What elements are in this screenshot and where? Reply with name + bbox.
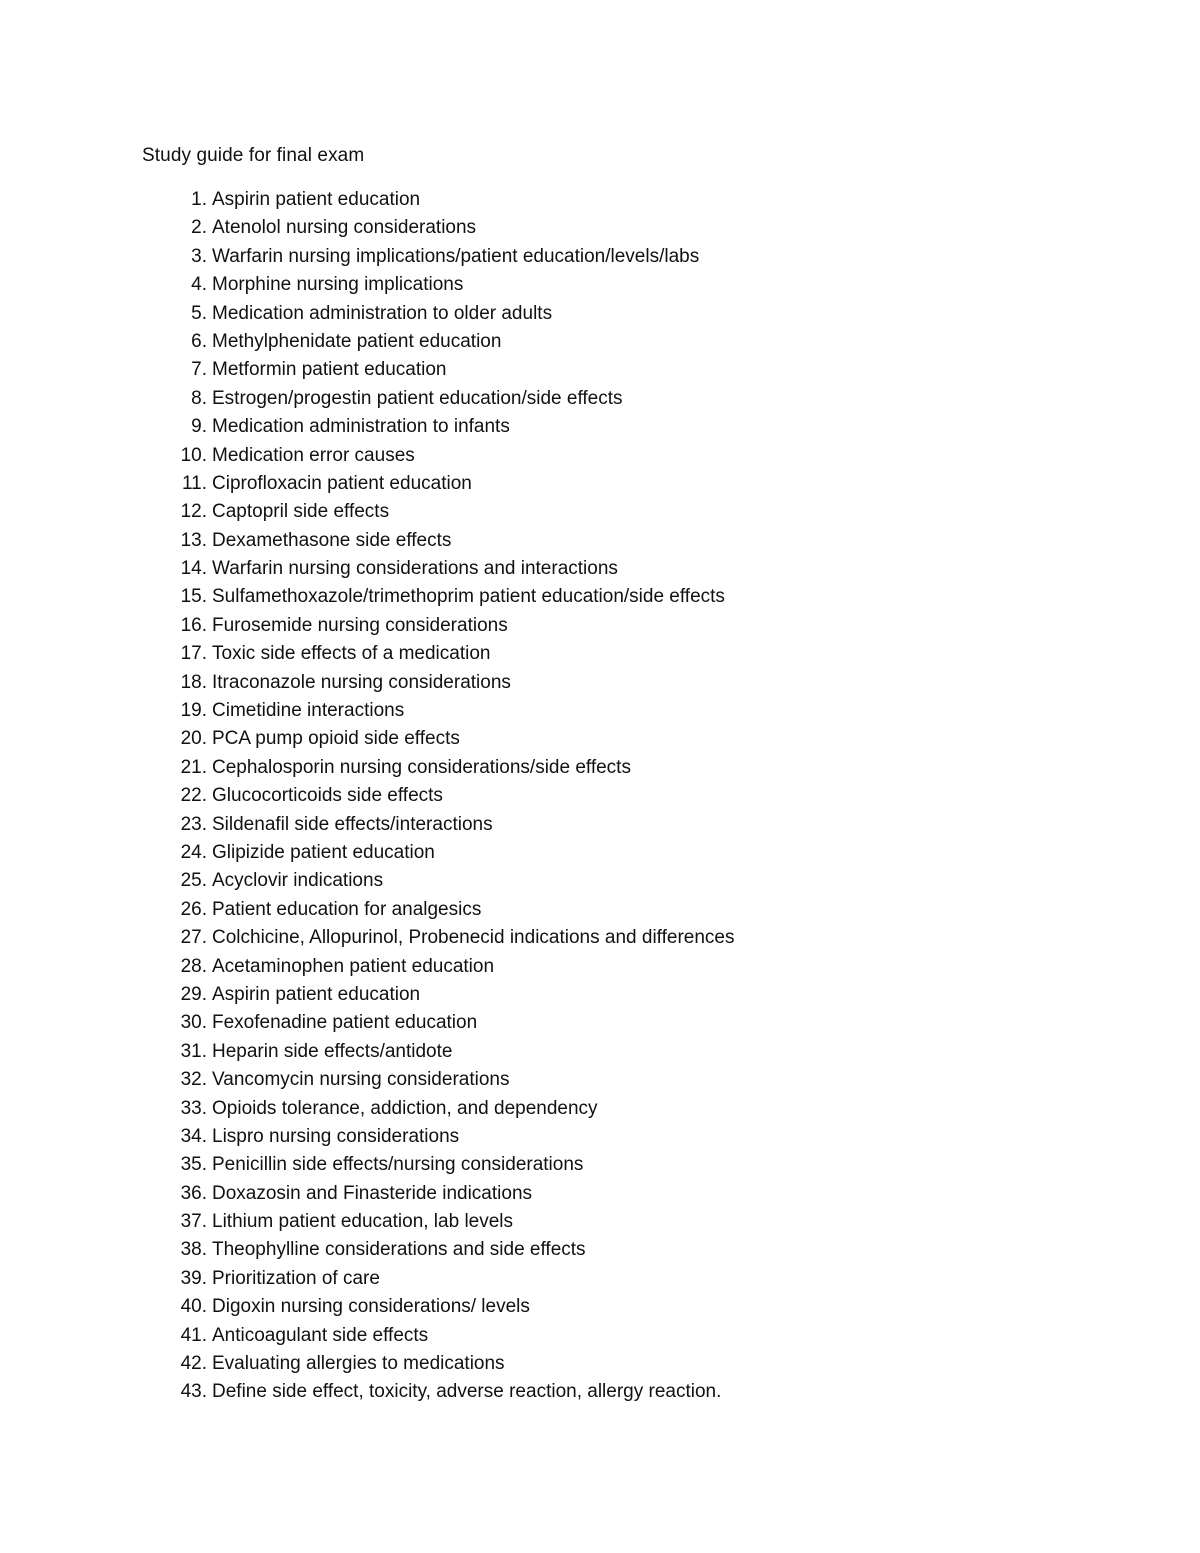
list-item-text: Evaluating allergies to medications <box>212 1353 505 1375</box>
list-item-text: Heparin side effects/antidote <box>212 1040 453 1062</box>
list-item-text: Toxic side effects of a medication <box>212 643 491 665</box>
list-item-text: PCA pump opioid side effects <box>212 728 460 750</box>
list-item-number: 35. <box>180 1154 207 1176</box>
list-item-number: 33. <box>180 1097 207 1119</box>
list-item-text: Colchicine, Allopurinol, Probenecid indications and differences <box>212 927 735 949</box>
list-item-number: 43. <box>180 1381 207 1403</box>
document-title: Study guide for final exam <box>142 145 365 166</box>
list-item-text: Aspirin patient education <box>212 189 421 210</box>
list-item-text: Anticoagulant side effects <box>212 1324 429 1346</box>
list-item-number: 41. <box>180 1324 207 1346</box>
list-item-text: Sulfamethoxazole/trimethoprim patient education/side effects <box>212 586 725 608</box>
list-item-number: 34. <box>180 1125 207 1147</box>
list-item-number: 29. <box>180 983 207 1005</box>
list-item-number: 16. <box>180 614 207 636</box>
list-item-number: 15. <box>180 586 207 608</box>
list-item-text: Patient education for analgesics <box>212 898 482 920</box>
list-item-number: 10. <box>180 444 207 466</box>
list-item-text: Ciprofloxacin patient education <box>212 472 472 494</box>
list-item-text: Doxazosin and Finasteride indications <box>212 1182 533 1204</box>
list-item-number: 18. <box>180 671 207 693</box>
list-item-text: Cimetidine interactions <box>212 700 405 722</box>
list-item-text: Atenolol nursing considerations <box>212 217 477 239</box>
list-item-number: 22. <box>180 785 207 807</box>
list-item-number: 23. <box>180 813 207 835</box>
list-item-number: 14. <box>180 558 207 580</box>
list-item-number: 5. <box>191 302 207 324</box>
list-item-number: 42. <box>180 1353 207 1375</box>
list-item-text: Warfarin nursing implications/patient education/levels/labs <box>212 245 700 267</box>
list-item-number: 32. <box>180 1069 207 1091</box>
list-item-text: Itraconazole nursing considerations <box>212 671 511 693</box>
list-item-text: Sildenafil side effects/interactions <box>212 813 493 835</box>
list-item-number: 28. <box>180 955 207 977</box>
list-item-number: 11. <box>181 472 207 494</box>
list-item-text: Furosemide nursing considerations <box>212 614 508 636</box>
list-item-number: 17. <box>180 643 207 665</box>
list-item-text: Cephalosporin nursing considerations/side effects <box>212 756 631 778</box>
list-item-number: 19. <box>180 700 207 722</box>
list-item-text: Penicillin side effects/nursing considerations <box>212 1154 584 1176</box>
list-item-text: Glucocorticoids side effects <box>212 785 443 807</box>
list-item-text: Lithium patient education, lab levels <box>212 1211 514 1233</box>
list-item-number: 4. <box>191 274 207 296</box>
list-item-text: Dexamethasone side effects <box>212 529 452 551</box>
list-item-text: Captopril side effects <box>212 501 390 523</box>
list-item-number: 31. <box>180 1040 207 1062</box>
list-item-number: 2. <box>191 217 207 239</box>
list-item-text: Acyclovir indications <box>212 870 384 892</box>
list-item-number: 39. <box>180 1267 207 1289</box>
list-item-text: Opioids tolerance, addiction, and dependency <box>212 1097 598 1119</box>
list-item-text: Vancomycin nursing considerations <box>212 1069 510 1091</box>
list-item-text: Theophylline considerations and side effects <box>212 1239 586 1261</box>
list-item-number: 36. <box>180 1182 207 1204</box>
list-item-text: Estrogen/progestin patient education/side effects <box>212 387 623 409</box>
list-item-text: Metformin patient education <box>212 359 447 381</box>
list-item-number: 20. <box>180 728 207 750</box>
list-item-text: Define side effect, toxicity, adverse reaction, allergy reaction. <box>212 1381 722 1403</box>
list-item-number: 12. <box>180 501 207 523</box>
list-item-number: 9. <box>191 416 207 438</box>
list-item-number: 8. <box>191 387 207 409</box>
list-item-text: Prioritization of care <box>212 1267 380 1289</box>
list-item-number: 38. <box>180 1239 207 1261</box>
list-item-text: Acetaminophen patient education <box>212 955 495 977</box>
list-item-number: 6. <box>191 330 207 352</box>
list-item-number: 27. <box>180 927 207 949</box>
list-item-number: 40. <box>180 1296 207 1318</box>
list-item-text: Digoxin nursing considerations/ levels <box>212 1296 530 1318</box>
list-item-text: Medication administration to older adults <box>212 302 553 324</box>
list-item-number: 25. <box>180 870 207 892</box>
list-item-text: Methylphenidate patient education <box>212 330 502 352</box>
list-item-text: Morphine nursing implications <box>212 274 464 296</box>
list-item-text: Lispro nursing considerations <box>212 1125 460 1147</box>
list-item-number: 26. <box>180 898 207 920</box>
list-item-text: Warfarin nursing considerations and interactions <box>212 558 618 580</box>
list-item-text: Medication error causes <box>212 444 415 466</box>
list-item-text: Medication administration to infants <box>212 416 510 438</box>
list-item-text: Glipizide patient education <box>212 841 435 863</box>
list-item-number: 30. <box>180 1012 207 1034</box>
list-item-number: 7. <box>191 359 207 381</box>
list-item-number: 21. <box>180 756 207 778</box>
list-item-text: Fexofenadine patient education <box>212 1012 478 1034</box>
list-item-number: 37. <box>180 1211 207 1233</box>
list-item-number: 1. <box>191 189 207 210</box>
list-item-text: Aspirin patient education <box>212 983 421 1005</box>
list-item-number: 3. <box>191 245 207 267</box>
list-item-number: 13. <box>180 529 207 551</box>
list-item-number: 24. <box>180 841 207 863</box>
